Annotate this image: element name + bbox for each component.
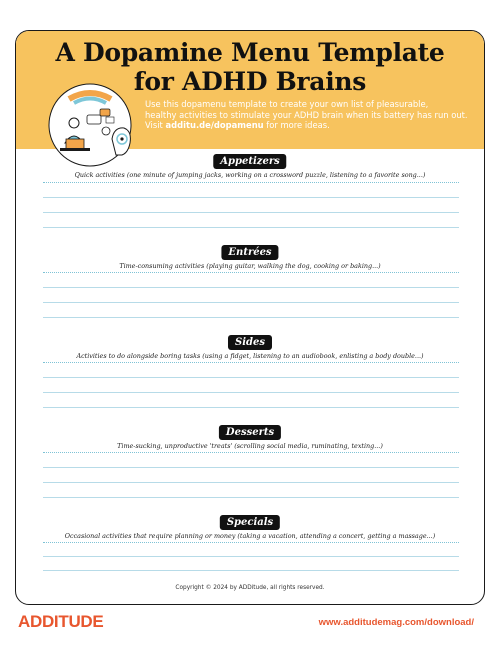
section-subtitle-desserts: Time-sucking, unproductive 'treats' (scrolling social media, ruminating, texting...) — [117, 442, 383, 450]
dopamenu-link[interactable]: additu.de/dopamenu — [165, 120, 264, 131]
title-line-2: for ADHD Brains — [133, 67, 367, 96]
write-line[interactable] — [43, 317, 459, 318]
write-line[interactable] — [43, 407, 459, 408]
write-line[interactable] — [43, 452, 459, 453]
write-line[interactable] — [43, 362, 459, 363]
section-title-entrees: Entrées — [221, 245, 278, 260]
copyright-notice: Copyright © 2024 by ADDitude, all rights reserved. — [175, 585, 325, 591]
write-line[interactable] — [43, 467, 459, 468]
write-line[interactable] — [43, 377, 459, 378]
section-subtitle-specials: Occasional activities that require planning or money (taking a vacation, attending a concert, getting a massage...) — [64, 532, 436, 540]
download-url-link[interactable]: www.additudemag.com/download/ — [318, 617, 474, 628]
write-line[interactable] — [43, 497, 459, 498]
write-line[interactable] — [43, 227, 459, 228]
additude-logo: ADDITUDE — [18, 612, 104, 631]
person-with-laptop-and-brain-illustration — [44, 81, 138, 169]
desc-visit-text: Visit — [145, 120, 166, 131]
write-line[interactable] — [43, 272, 459, 273]
section-subtitle-sides: Activities to do alongside boring tasks (using a fidget, listening to an audiobook, enlisting a body double...) — [76, 352, 424, 360]
write-line[interactable] — [43, 212, 459, 213]
section-title-appetizers: Appetizers — [213, 154, 286, 169]
section-subtitle-entrees: Time-consuming activities (playing guitar, walking the dog, cooking or baking...) — [119, 262, 381, 270]
write-line[interactable] — [43, 392, 459, 393]
write-line[interactable] — [43, 542, 459, 543]
write-line[interactable] — [43, 197, 459, 198]
write-line[interactable] — [43, 182, 459, 183]
header-description — [145, 99, 475, 131]
worksheet-card — [15, 30, 485, 605]
desc-line-3 — [145, 120, 475, 131]
desc-line-2: healthy activities to stimulate your ADHD brain when its battery has run out. — [145, 109, 468, 120]
section-title-desserts: Desserts — [219, 425, 281, 440]
desc-more-ideas-text: for more ideas. — [263, 120, 330, 131]
write-line[interactable] — [43, 482, 459, 483]
title-line-1: A Dopamine Menu Template — [55, 38, 445, 67]
write-line[interactable] — [43, 302, 459, 303]
write-line[interactable] — [43, 556, 459, 557]
write-line[interactable] — [43, 570, 459, 571]
write-line[interactable] — [43, 287, 459, 288]
section-title-specials: Specials — [220, 515, 280, 530]
section-title-sides: Sides — [228, 335, 272, 350]
section-subtitle-appetizers: Quick activities (one minute of jumping jacks, working on a crossword puzzle, listening to a favorite song...) — [74, 171, 426, 179]
desc-line-1: Use this dopamenu template to create your own list of pleasurable, — [145, 99, 429, 109]
